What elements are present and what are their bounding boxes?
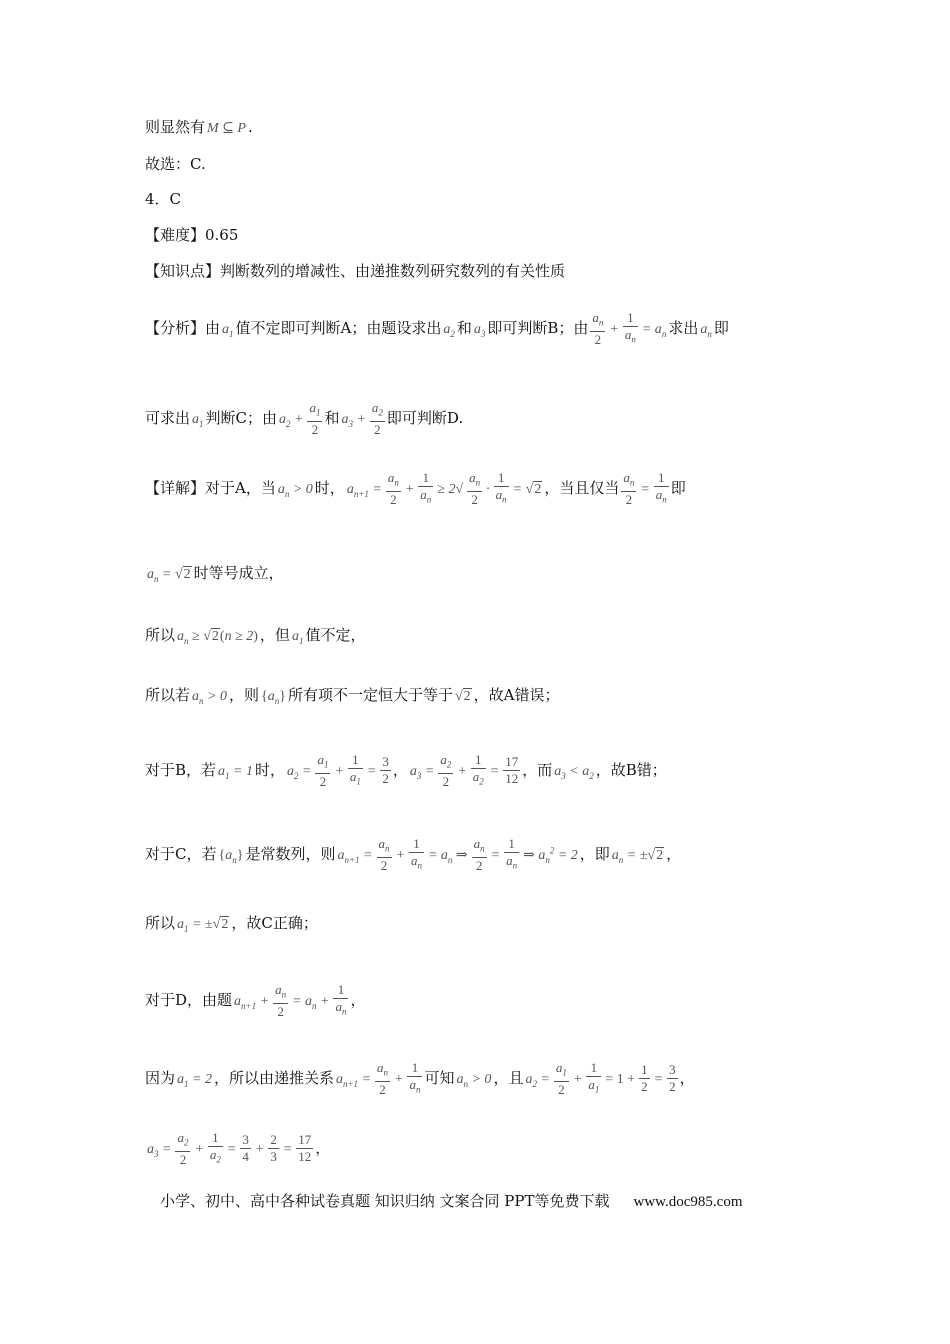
footer-url[interactable]: www.doc985.com (633, 1194, 743, 1210)
detail-line-b: 对于B，若 $a_1 = 1$ 时， $a_2$ = $\frac{a_1}{2}$ + $\frac{1}{a_1}$ = $\frac{3}{2}$ ， $a_3$ = $\frac{a_2}{2}$ + $\frac{1}{a_2}$ = $\frac{17}{12}$ ，而 $a_3 < a_2$ ，故B错； (145, 752, 667, 789)
detail-line-a2: 所以 $a_n \ge √2(n \ge 2)$ ，但 $a_1$ 值不定， (145, 626, 366, 646)
detail-line-equality: $a_n = √2$ 时等号成立， (147, 564, 284, 584)
analysis-line-1: 【分析】由 $a_1$ 值不定即可判断A；由题设求出 $a_2$ 和 $a_3$ 即可判断B；由 $\frac{a_n}{2}$ + $\frac{1}{a_n}$ = $a_n$ 求出 $a_n$ 即 (145, 310, 729, 347)
question-number: 4．C (145, 190, 182, 208)
detail-line-c: 对于C，若 $\{a_n\}$ 是常数列，则 $a_{n+1}$ = $\frac{a_n}{2}$ + $\frac{1}{a_n}$ = $a_n$ ⇒ $\frac{a_n}{2}$ = $\frac{1}{a_n}$ ⇒ $a_n^2 = 2$ ，即 $a_n = \pm√2$ ， (145, 836, 682, 873)
detail-line-c2: 所以 $a_1 = \pm√2$ ，故C正确； (145, 914, 318, 934)
footer (160, 1190, 743, 1211)
line-conclusion: 则显然有 M ⊆ P . (145, 118, 253, 136)
detail-line-a3: 所以若 $a_n > 0$ ，则 $\{a_n\}$ 所有项不一定恒大于等于 √2 ，故A错误； (145, 686, 560, 706)
detail-line-d: 对于D，由题 $a_{n+1}$ + $\frac{a_n}{2}$ = $a_n$ + $\frac{1}{a_n}$ ， (145, 982, 366, 1019)
footer-text: 小学、初中、高中各种试卷真题 知识归纳 文案合同 PPT等免费下载 (160, 1192, 610, 1210)
line-answer: 故选：C. (145, 155, 206, 173)
detail-line-d3: $a_3$ = $\frac{a_2}{2}$ + $\frac{1}{a_2}$ = $\frac{3}{4}$ + $\frac{2}{3}$ = $\frac{17}{12}$ ， (147, 1130, 331, 1167)
analysis-line-2: 可求出 $a_1$ 判断C；由 $a_2$ + $\frac{a_1}{2}$ 和 $a_3$ + $\frac{a_2}{2}$ 即可判断D. (145, 400, 464, 437)
difficulty: 【难度】0.65 (145, 226, 239, 244)
knowledge-points: 【知识点】判断数列的增减性、由递推数列研究数列的有关性质 (145, 262, 566, 280)
detail-line-d2: 因为 $a_1 = 2$ ，所以由递推关系 $a_{n+1}$ = $\frac{a_n}{2}$ + $\frac{1}{a_n}$ 可知 $a_n > 0$ ，且 $a_2$ = $\frac{a_1}{2}$ + $\frac{1}{a_1}$ = 1 + $\frac{1}{2}$ = $\frac{3}{2}$ ， (145, 1060, 695, 1097)
math-subset: M ⊆ P (207, 121, 246, 136)
detail-line-a: 【详解】对于A，当 $a_n > 0$ 时， $a_{n+1}$ = $\frac{a_n}{2}$ + $\frac{1}{a_n}$ ≥ 2√ $\frac{a_n}{2}$ · $\frac{1}{a_n}$ = √2 ，当且仅当 $\frac{a_n}{2}$ = $\frac{1}{a_n}$ 即 (145, 470, 686, 507)
